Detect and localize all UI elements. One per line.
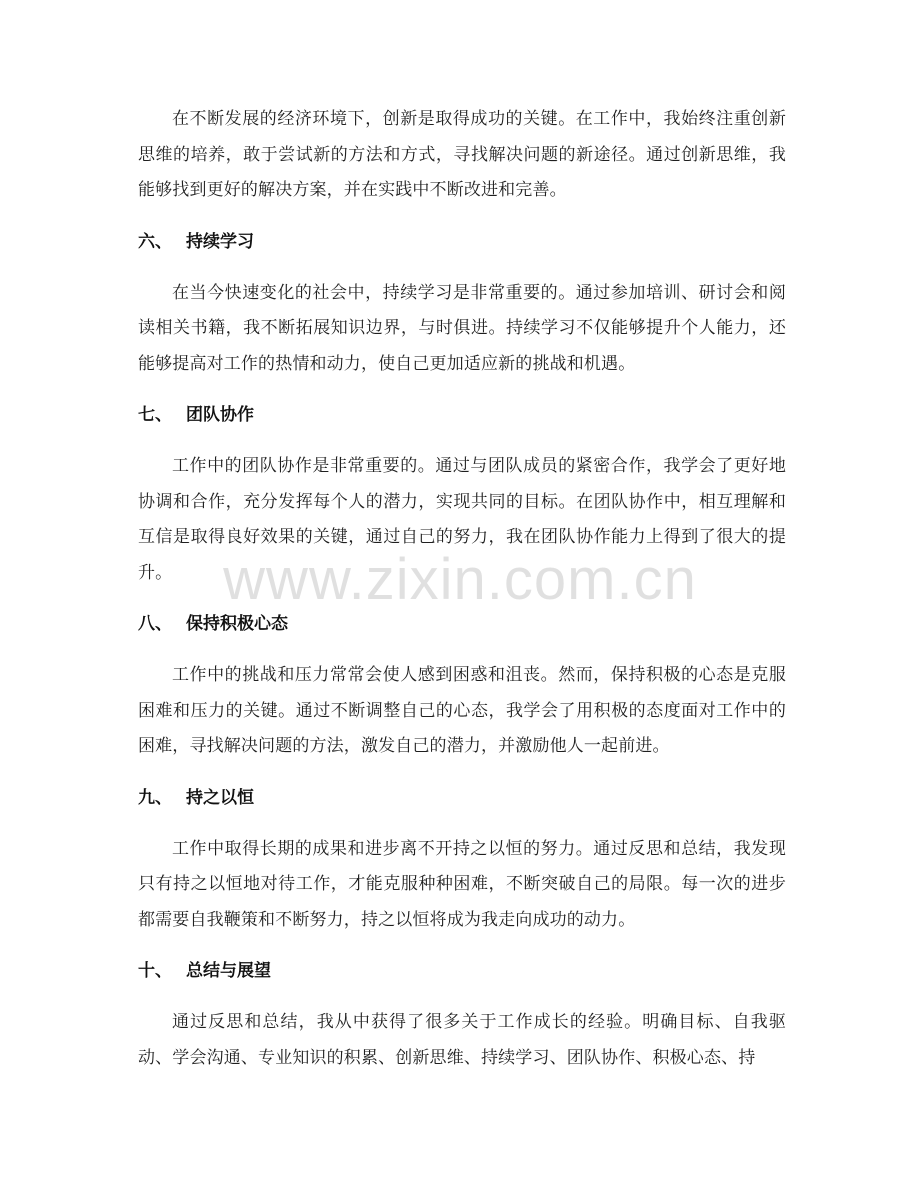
heading-title: 持续学习 [186, 231, 254, 252]
heading-title: 总结与展望 [186, 961, 271, 981]
paragraph-continuous-learning: 在当今快速变化的社会中，持续学习是非常重要的。通过参加培训、研讨会和阅读相关书籍，我不断拓展知识边界，与时俱进。持续学习不仅能够提升个人能力，还能够提高对工作的热情和动力，使自己更加适应新的挑战和机遇。 [138, 282, 786, 374]
paragraph-perseverance: 工作中取得长期的成果和进步离不开持之以恒的努力。通过反思和总结，我发现只有持之以恒地对待工作，才能克服种种困难，不断突破自己的局限。每一次的进步都需要自我鞭策和不断努力，持之以恒将成为我走向成功的动力。 [138, 838, 786, 930]
heading-number: 十、 [138, 961, 172, 981]
heading-number: 八、 [138, 614, 172, 634]
heading-number: 六、 [138, 231, 172, 252]
heading-positive-attitude [138, 607, 786, 642]
heading-title: 团队协作 [186, 405, 254, 425]
heading-title: 保持积极心态 [186, 614, 288, 634]
heading-number: 九、 [138, 787, 172, 808]
watermark: www.zixin.com.cn [223, 547, 697, 612]
document-body [138, 102, 786, 1076]
paragraph-teamwork: 工作中的团队协作是非常重要的。通过与团队成员的紧密合作，我学会了更好地协调和合作，充分发挥每个人的潜力，实现共同的目标。在团队协作中，相互理解和互信是取得良好效果的关键，通过自己的努力，我在团队协作能力上得到了很大的提升。 [138, 456, 786, 583]
heading-teamwork [138, 398, 786, 433]
paragraph-positive-attitude: 工作中的挑战和压力常常会使人感到困惑和沮丧。然而，保持积极的心态是克服困难和压力的关键。通过不断调整自己的心态，我学会了用积极的态度面对工作中的困难，寻找解决问题的方法，激发自己的潜力，并激励他人一起前进。 [138, 665, 786, 756]
paragraph-innovation: 在不断发展的经济环境下，创新是取得成功的关键。在工作中，我始终注重创新思维的培养，敢于尝试新的方法和方式，寻找解决问题的新途径。通过创新思维，我能够找到更好的解决方案，并在实践中不断改进和完善。 [138, 109, 786, 200]
heading-title: 持之以恒 [186, 787, 254, 808]
heading-summary-outlook [138, 954, 786, 989]
paragraph-summary-outlook: 通过反思和总结，我从中获得了很多关于工作成长的经验。明确目标、自我驱动、学会沟通、专业知识的积累、创新思维、持续学习、团队协作、积极心态、持 [138, 1012, 786, 1068]
heading-perseverance [138, 781, 786, 816]
heading-continuous-learning [138, 225, 786, 260]
heading-number: 七、 [138, 405, 172, 425]
